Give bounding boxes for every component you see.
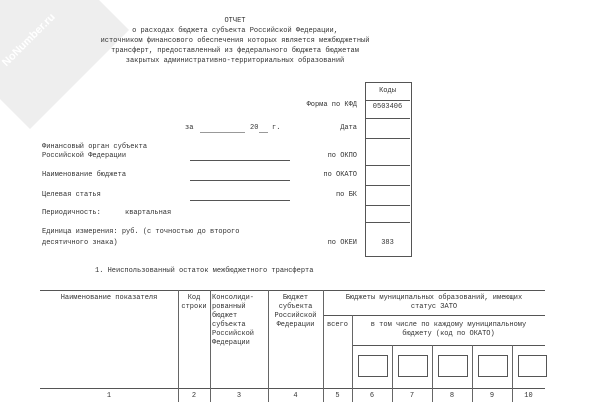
col-consolidated-header: субъекта: [212, 321, 246, 329]
column-number: 8: [449, 392, 455, 400]
column-number: 2: [191, 392, 197, 400]
target-input[interactable]: [190, 200, 290, 201]
target-label: Целевая статья: [42, 191, 101, 199]
budget-name-label: Наименование бюджета: [42, 171, 127, 179]
okato-label: по ОКАТО: [323, 171, 357, 179]
column-number: 6: [369, 392, 375, 400]
col-code-header: Код: [187, 294, 201, 302]
col-consolidated-header: Федерации: [212, 339, 250, 347]
title-heading: ОТЧЕТ: [224, 17, 246, 25]
okei-label: по ОКЕИ: [327, 239, 357, 247]
col-subject-header: Российской: [274, 312, 317, 320]
column-number: 1: [106, 392, 112, 400]
col-subject-header: Федерации: [276, 321, 315, 329]
column-number: 3: [236, 392, 242, 400]
column-number: 4: [293, 392, 298, 400]
okato-code-box[interactable]: [438, 355, 468, 377]
zato-line: [323, 315, 545, 316]
col-each-header: в том числе по каждому муниципальному: [370, 321, 527, 329]
col-consolidated-header: бюджет: [212, 312, 238, 320]
col-zato-header: Бюджеты муниципальных образований, имеющих: [345, 294, 523, 302]
periodicity-label: Периодичность:: [42, 209, 101, 217]
form-label: Форма по КФД: [306, 101, 357, 109]
okato-code-box[interactable]: [518, 355, 547, 377]
date-code[interactable]: [365, 118, 410, 139]
okato-line: [352, 345, 545, 346]
okpo-code[interactable]: [365, 138, 410, 166]
title-line: источником финансового обеспечения которых является межбюджетный: [100, 37, 370, 45]
watermark-text: NoNumber.ru: [0, 11, 58, 69]
unit-label: Единица измерения: руб. (с точностью до второго: [42, 228, 240, 236]
period-g: г.: [272, 124, 281, 132]
title-line: о расходах бюджета субъекта Российской Федерации,: [132, 27, 338, 35]
budget-name-input[interactable]: [190, 180, 290, 181]
col-consolidated-header: рованный: [212, 303, 246, 311]
column-number: 7: [409, 392, 415, 400]
form-code[interactable]: 0503406: [365, 100, 410, 119]
period-input[interactable]: [200, 132, 245, 133]
year-input[interactable]: [259, 132, 268, 133]
column-number: 10: [524, 392, 533, 400]
unit-label: десятичного знака): [42, 239, 118, 247]
col-consolidated-header: Консолиди-: [212, 294, 255, 302]
fin-organ-label: Российской Федерации: [42, 152, 127, 160]
bk-label: по БК: [335, 191, 357, 199]
period-za: за: [185, 124, 194, 132]
table-top-line: [40, 290, 545, 291]
col-subject-header: Бюджет: [282, 294, 309, 302]
periodicity-value: квартальная: [125, 209, 172, 217]
okato-code-box[interactable]: [358, 355, 388, 377]
column-number: 9: [489, 392, 495, 400]
col-code-header: строки: [181, 303, 207, 311]
okei-code[interactable]: 383: [381, 239, 394, 247]
okato-code-box[interactable]: [398, 355, 428, 377]
col-zato-header: статус ЗАТО: [410, 303, 458, 311]
section-title: 1. Неиспользованный остаток межбюджетного трансферта: [95, 267, 314, 275]
period-year-prefix: 20: [250, 124, 259, 132]
col-consolidated-header: Российской: [212, 330, 255, 338]
okato-code[interactable]: [365, 165, 410, 186]
col-name-header: Наименование показателя: [60, 294, 158, 302]
date-label: Дата: [340, 124, 357, 132]
col-each-header: бюджету (код по ОКАТО): [402, 330, 495, 338]
blank-code[interactable]: [365, 205, 410, 223]
title-line: трансферт, предоставленный из федерального бюджета бюджетам: [111, 47, 359, 55]
bk-code[interactable]: [365, 185, 410, 206]
col-total-header: всего: [326, 321, 348, 329]
okato-code-box[interactable]: [478, 355, 508, 377]
col-subject-header: субъекта: [278, 303, 313, 311]
codes-header: Коды: [365, 82, 410, 101]
column-number: 5: [335, 392, 340, 400]
title-line: закрытых административно-территориальных образований: [125, 57, 345, 65]
okpo-label: по ОКПО: [327, 152, 357, 160]
col-divider: [210, 290, 211, 402]
fin-organ-label: Финансовый орган субъекта: [42, 143, 148, 151]
header-bottom-line: [40, 388, 545, 389]
fin-organ-input[interactable]: [190, 160, 290, 161]
